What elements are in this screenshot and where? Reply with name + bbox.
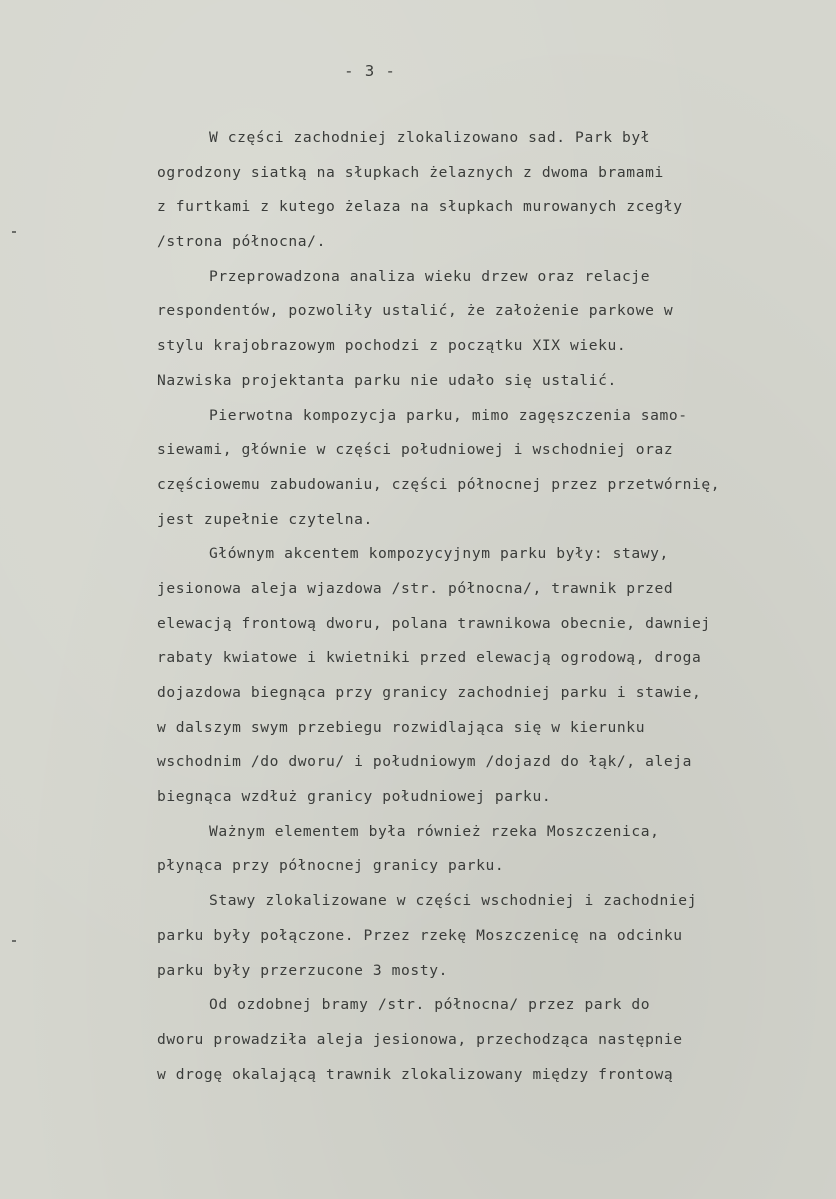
text-line: siewami, głównie w części południowej i wschodniej oraz: [157, 441, 674, 459]
body-text: [157, 121, 797, 1092]
margin-mark: [12, 940, 16, 942]
text-line: jest zupełnie czytelna.: [157, 510, 373, 528]
text-line: /strona północna/.: [157, 233, 326, 251]
text-line: Głównym akcentem kompozycyjnym parku były: stawy,: [209, 545, 669, 563]
text-line: płynąca przy północnej granicy parku.: [157, 857, 505, 875]
text-line: stylu krajobrazowym pochodzi z początku XIX wieku.: [157, 337, 627, 355]
text-line: biegnąca wzdłuż granicy południowej parku.: [157, 788, 552, 806]
text-line: elewacją frontową dworu, polana trawnikowa obecnie, dawniej: [157, 614, 711, 632]
text-line: parku były połączone. Przez rzekę Moszczenicę na odcinku: [157, 926, 683, 944]
text-line: w dalszym swym przebiegu rozwidlająca się w kierunku: [157, 718, 646, 736]
text-line: w drogę okalającą trawnik zlokalizowany między frontową: [157, 1065, 674, 1083]
text-line: Ważnym elementem była również rzeka Moszczenica,: [209, 822, 660, 840]
text-line: Stawy zlokalizowane w części wschodniej i zachodniej: [209, 892, 698, 910]
text-line: parku były przerzucone 3 mosty.: [157, 961, 448, 979]
text-line: jesionowa aleja wjazdowa /str. północna/, trawnik przed: [157, 579, 674, 597]
text-line: dworu prowadziła aleja jesionowa, przechodząca następnie: [157, 1030, 683, 1048]
text-line: Pierwotna kompozycja parku, mimo zagęszczenia samo-: [209, 406, 688, 424]
text-line: respondentów, pozwoliły ustalić, że założenie parkowe w: [157, 302, 674, 320]
text-line: wschodnim /do dworu/ i południowym /dojazd do łąk/, aleja: [157, 753, 693, 771]
margin-mark: [12, 231, 16, 233]
text-line: dojazdowa biegnąca przy granicy zachodniej parku i stawie,: [157, 684, 702, 701]
text-line: W części zachodniej zlokalizowano sad. Park był: [209, 129, 651, 146]
text-line: z furtkami z kutego żelaza na słupkach murowanych zcegły: [157, 198, 683, 216]
text-line: rabaty kwiatowe i kwietniki przed elewacją ogrodową, droga: [157, 649, 702, 667]
text-line: ogrodzony siatką na słupkach żelaznych z dwoma bramami: [157, 163, 664, 181]
page-number: - 3 -: [344, 62, 396, 80]
text-line: Od ozdobnej bramy /str. północna/ przez park do: [209, 996, 651, 1014]
text-line: Nazwiska projektanta parku nie udało się ustalić.: [157, 371, 617, 389]
text-line: Przeprowadzona analiza wieku drzew oraz relacje: [209, 267, 651, 285]
text-line: częściowemu zabudowaniu, części północnej przez przetwórnię,: [157, 475, 721, 493]
